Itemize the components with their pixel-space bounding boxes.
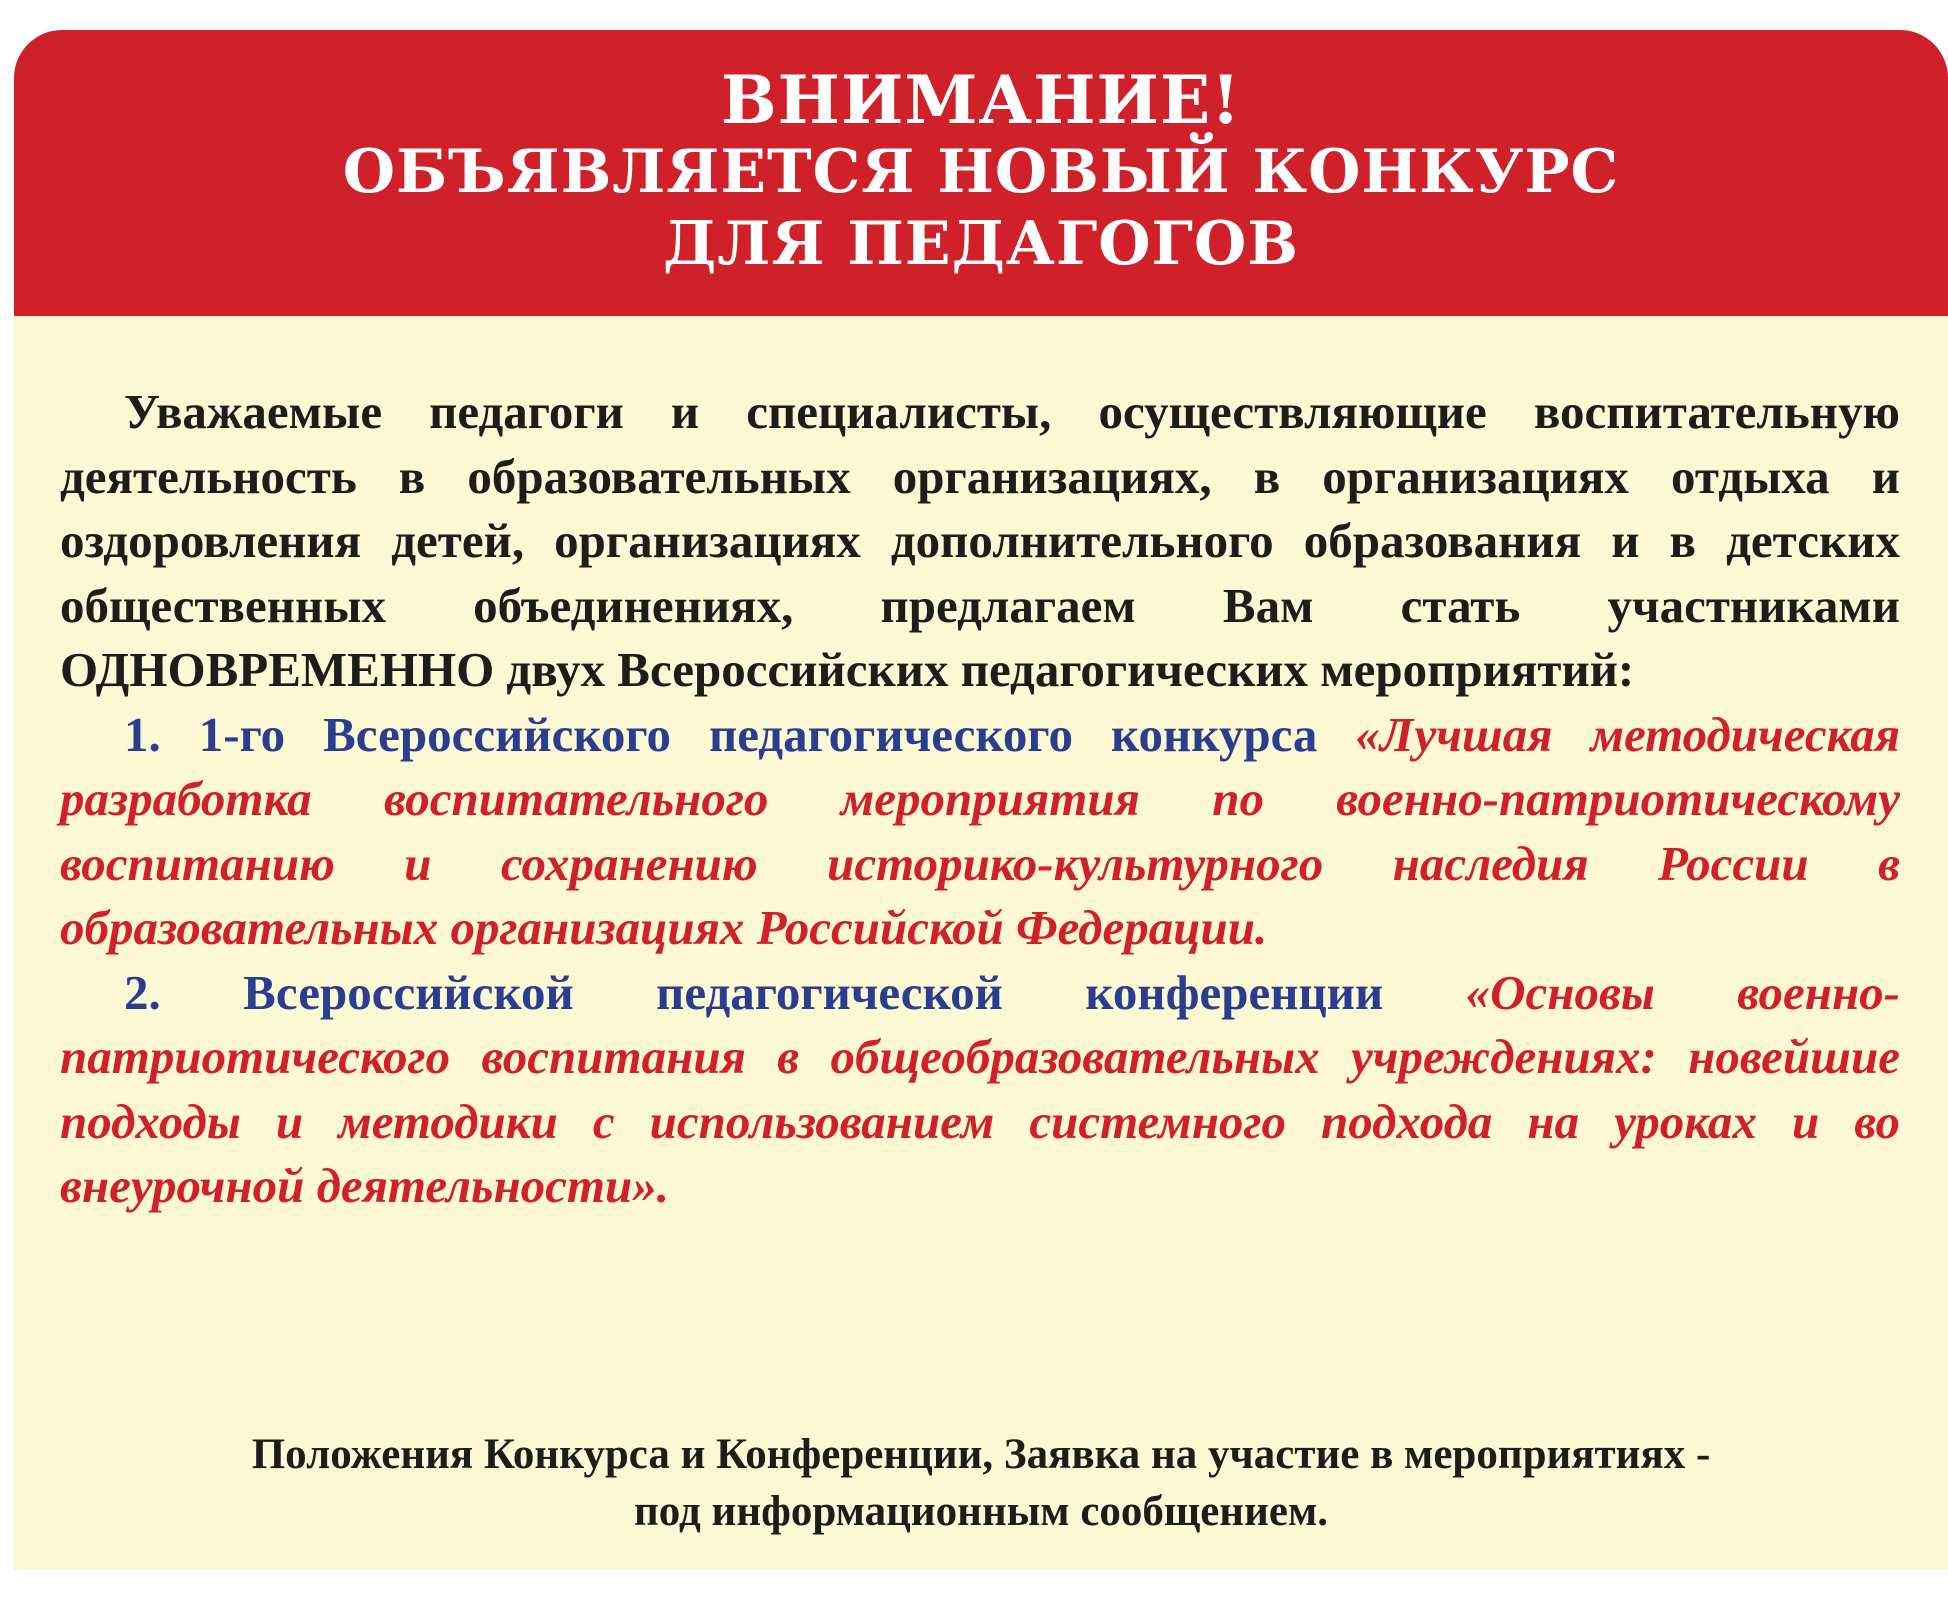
header-subtitle-line2: ДЛЯ ПЕДАГОГОВ	[663, 209, 1299, 279]
announcement-header	[14, 30, 1948, 316]
header-title: ВНИМАНИЕ!	[720, 61, 1242, 139]
perforated-edge	[8, 316, 20, 1570]
announcement-footer	[14, 1426, 1948, 1540]
announcement-card	[14, 30, 1948, 1570]
header-subtitle-line1: ОБЪЯВЛЯЕТСЯ НОВЫЙ КОНКУРС	[342, 137, 1620, 207]
event-item-1-lead: 1. 1-го Всероссийского педагогического конкурса	[124, 706, 1356, 762]
event-item-1-title: «Лучшая методическая разработка воспитательного мероприятия по военно-патриотическому воспитанию и сохранению историко-культурного наследия России в образовательных организациях Российской Федерации.	[60, 706, 1900, 955]
intro-paragraph: Уважаемые педагоги и специалисты, осуществляющие воспитательную деятельность в образовательных организациях, в организациях отдыха и оздоровления детей, организациях дополнительного образования и в детских общественных объединениях, предлагаем Вам стать участниками ОДНОВРЕМЕННО двух Всероссийских педагогических мероприятий:	[60, 384, 1900, 697]
footer-line1: Положения Конкурса и Конференции, Заявка на участие в мероприятиях -	[251, 1431, 1711, 1478]
announcement-text	[60, 380, 1900, 1219]
announcement-body	[14, 316, 1948, 1570]
event-item-2	[60, 961, 1900, 1219]
event-item-1	[60, 703, 1900, 961]
event-item-2-title: «Основы военно-патриотического воспитания в общеобразовательных учреждениях: новейшие подходы и методики с использованием системного подхода на уроках и во внеурочной деятельности».	[60, 964, 1900, 1213]
event-item-2-lead: 2. Всероссийской педагогической конференции	[124, 964, 1466, 1020]
footer-line2: под информационным сообщением.	[634, 1488, 1328, 1535]
